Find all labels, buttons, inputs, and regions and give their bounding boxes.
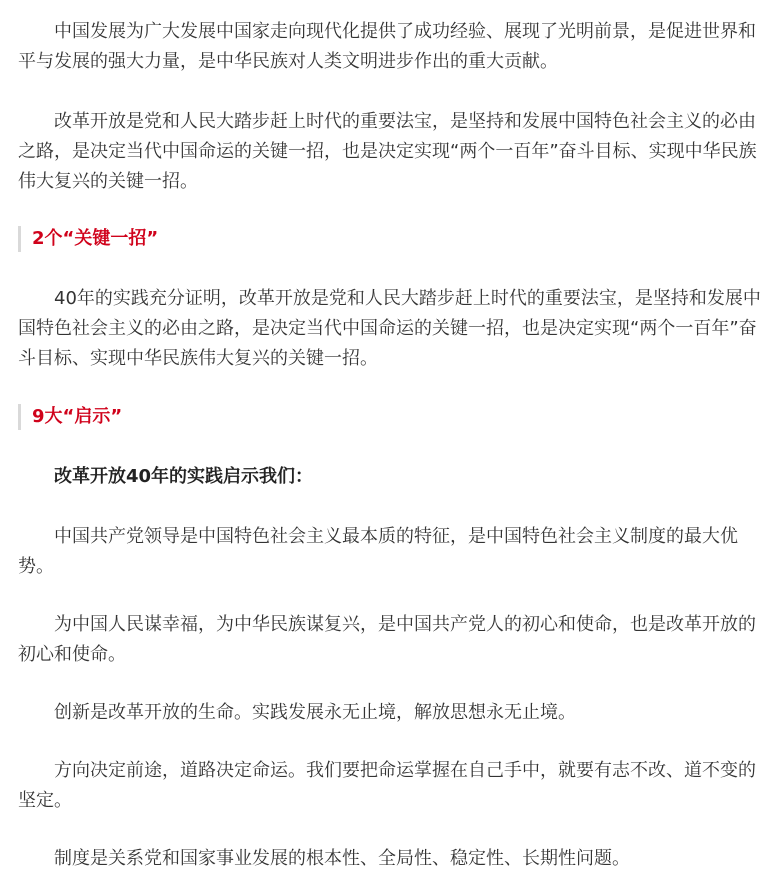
paragraph-2: 改革开放是党和人民大踏步赶上时代的重要法宝，是坚持和发展中国特色社会主义的必由之路，是决定当代中国命运的关键一招，也是决定实现“两个一百年”奋斗目标、实现中华民族伟大复兴的关键一招。 [18,111,757,192]
paragraph-7: 创新是改革开放的生命。实践发展永无止境，解放思想永无止境。 [54,702,576,723]
section-heading-key-moves [18,224,766,254]
heading-accent-bar [18,226,21,252]
paragraph-3: 40年的实践充分证明，改革开放是党和人民大踏步赶上时代的重要法宝，是坚持和发展中国特色社会主义的必由之路，是决定当代中国命运的关键一招，也是决定实现“两个一百年”奋斗目标、实现中华民族伟大复兴的关键一招。 [18,288,761,369]
paragraph-lead-in: 改革开放40年的实践启示我们： [54,466,314,487]
article-body [18,0,766,874]
paragraph-5: 中国共产党领导是中国特色社会主义最本质的特征，是中国特色社会主义制度的最大优势。 [18,526,738,577]
section-heading-revelations [18,402,766,432]
paragraph-1: 中国发展为广大发展中国家走向现代化提供了成功经验、展现了光明前景，是促进世界和平与发展的强大力量，是中华民族对人类文明进步作出的重大贡献。 [18,21,756,72]
heading-accent-bar [18,404,21,430]
paragraph-6: 为中国人民谋幸福，为中华民族谋复兴，是中国共产党人的初心和使命，也是改革开放的初心和使命。 [18,614,756,665]
paragraph-8: 方向决定前途，道路决定命运。我们要把命运掌握在自己手中，就要有志不改、道不变的坚定。 [18,760,756,811]
section-heading-text: 2个“关键一招” [32,228,159,249]
section-heading-text: 9大“启示” [32,406,123,427]
paragraph-9: 制度是关系党和国家事业发展的根本性、全局性、稳定性、长期性问题。 [54,848,630,869]
